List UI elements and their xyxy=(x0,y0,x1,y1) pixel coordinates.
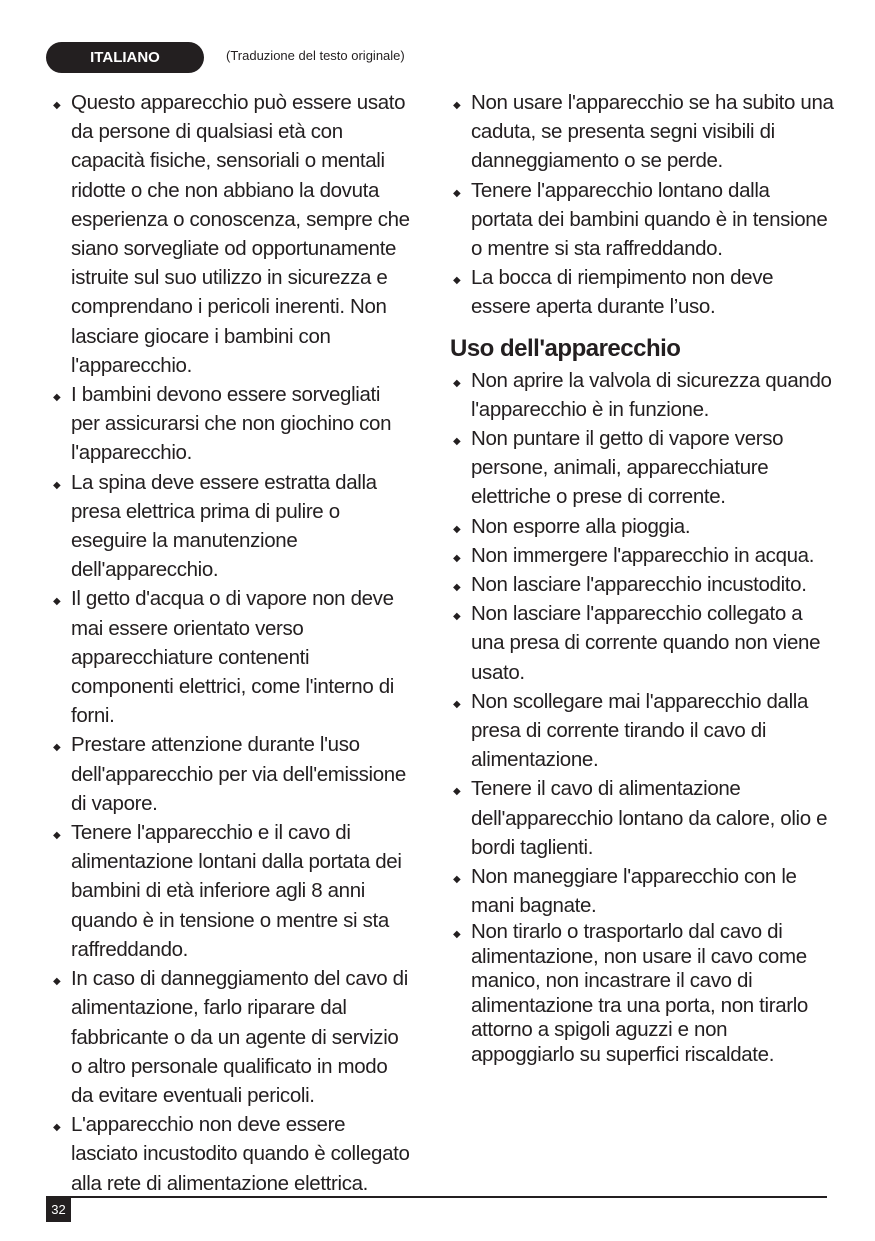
list-item: ◆ Prestare attenzione durante l'uso dell'apparecchio per via dell'emissione di vapore. xyxy=(50,730,410,818)
diamond-bullet-icon xyxy=(453,774,460,803)
list-item: ◆ L'apparecchio non deve essere lasciato incustodito quando è collegato alla rete di alimentazione elettrica. xyxy=(50,1110,410,1198)
list-item: ◆ Non esporre alla pioggia. xyxy=(450,512,835,541)
list-item: ◆ Questo apparecchio può essere usato da persone di qualsiasi età con capacità fisiche, sensoriali o mentali ridotte o che non abbiano la dovuta esperienza o conoscenza, sempre che siano sorvegliate od opportunamente istruite sul suo utilizzo in sicurezza e comprendano i pericoli inerenti. Non lasciare giocare i bambini con l'apparecchio. xyxy=(50,88,410,380)
diamond-bullet-icon xyxy=(53,1110,60,1139)
diamond-bullet-icon xyxy=(53,818,60,847)
list-item: ◆ Non puntare il getto di vapore verso persone, animali, apparecchiature elettriche o prese di corrente. xyxy=(450,424,835,512)
diamond-bullet-icon xyxy=(53,584,60,613)
diamond-bullet-icon xyxy=(53,468,60,497)
left-column xyxy=(50,88,410,1198)
diamond-bullet-icon xyxy=(53,380,60,409)
diamond-bullet-icon xyxy=(453,424,460,453)
diamond-bullet-icon xyxy=(453,920,460,945)
list-item: ◆ Il getto d'acqua o di vapore non deve mai essere orientato verso apparecchiature contenenti componenti elettrici, come l'interno di forni. xyxy=(50,584,410,730)
list-item: ◆ Non lasciare l'apparecchio collegato a una presa di corrente quando non viene usato. xyxy=(450,599,835,687)
safety-list-left xyxy=(50,88,410,1198)
diamond-bullet-icon xyxy=(53,964,60,993)
list-item: ◆ Non scollegare mai l'apparecchio dalla presa di corrente tirando il cavo di alimentazione. xyxy=(450,687,835,775)
diamond-bullet-icon xyxy=(453,599,460,628)
safety-list-right xyxy=(450,88,835,322)
diamond-bullet-icon xyxy=(453,512,460,541)
list-item: ◆ Non usare l'apparecchio se ha subito una caduta, se presenta segni visibili di danneggiamento o se perde. xyxy=(450,88,835,176)
diamond-bullet-icon xyxy=(453,263,460,292)
diamond-bullet-icon xyxy=(453,176,460,205)
diamond-bullet-icon xyxy=(453,88,460,117)
diamond-bullet-icon xyxy=(453,541,460,570)
list-item: ◆ Non maneggiare l'apparecchio con le mani bagnate. xyxy=(450,862,835,920)
page-number: 32 xyxy=(46,1198,71,1222)
list-item: ◆ Non tirarlo o trasportarlo dal cavo di alimentazione, non usare il cavo come manico, non incastrare il cavo di alimentazione tra una porta, non tirarlo attorno a spigoli aguzzi e non appoggiarlo su superfici riscaldate. xyxy=(450,920,835,1067)
right-column xyxy=(450,88,835,1067)
diamond-bullet-icon xyxy=(453,570,460,599)
list-item: ◆ Tenere l'apparecchio e il cavo di alimentazione lontani dalla portata dei bambini di età inferiore agli 8 anni quando è in tensione o mentre si sta raffreddando. xyxy=(50,818,410,964)
translation-note: (Traduzione del testo originale) xyxy=(226,48,405,63)
list-item: ◆ In caso di danneggiamento del cavo di alimentazione, farlo riparare dal fabbricante o da un agente di servizio o altro personale qualificato in modo da evitare eventuali pericoli. xyxy=(50,964,410,1110)
diamond-bullet-icon xyxy=(453,366,460,395)
list-item: ◆ La spina deve essere estratta dalla presa elettrica prima di pulire o eseguire la manutenzione dell'apparecchio. xyxy=(50,468,410,585)
usage-list xyxy=(450,366,835,1068)
diamond-bullet-icon xyxy=(453,687,460,716)
list-item: ◆ Non immergere l'apparecchio in acqua. xyxy=(450,541,835,570)
diamond-bullet-icon xyxy=(453,862,460,891)
list-item: ◆ I bambini devono essere sorvegliati per assicurarsi che non giochino con l'apparecchio. xyxy=(50,380,410,468)
section-heading: Uso dell'apparecchio xyxy=(450,334,681,362)
list-item: ◆ Non aprire la valvola di sicurezza quando l'apparecchio è in funzione. xyxy=(450,366,835,424)
language-badge: ITALIANO xyxy=(46,42,204,73)
list-item: ◆ Tenere il cavo di alimentazione dell'apparecchio lontano da calore, olio e bordi taglienti. xyxy=(450,774,835,862)
diamond-bullet-icon xyxy=(53,730,60,759)
diamond-bullet-icon xyxy=(53,88,60,117)
list-item: ◆ Tenere l'apparecchio lontano dalla portata dei bambini quando è in tensione o mentre si sta raffreddando. xyxy=(450,176,835,264)
list-item: ◆ La bocca di riempimento non deve essere aperta durante l’uso. xyxy=(450,263,835,321)
footer-divider xyxy=(46,1196,827,1198)
list-item: ◆ Non lasciare l'apparecchio incustodito. xyxy=(450,570,835,599)
